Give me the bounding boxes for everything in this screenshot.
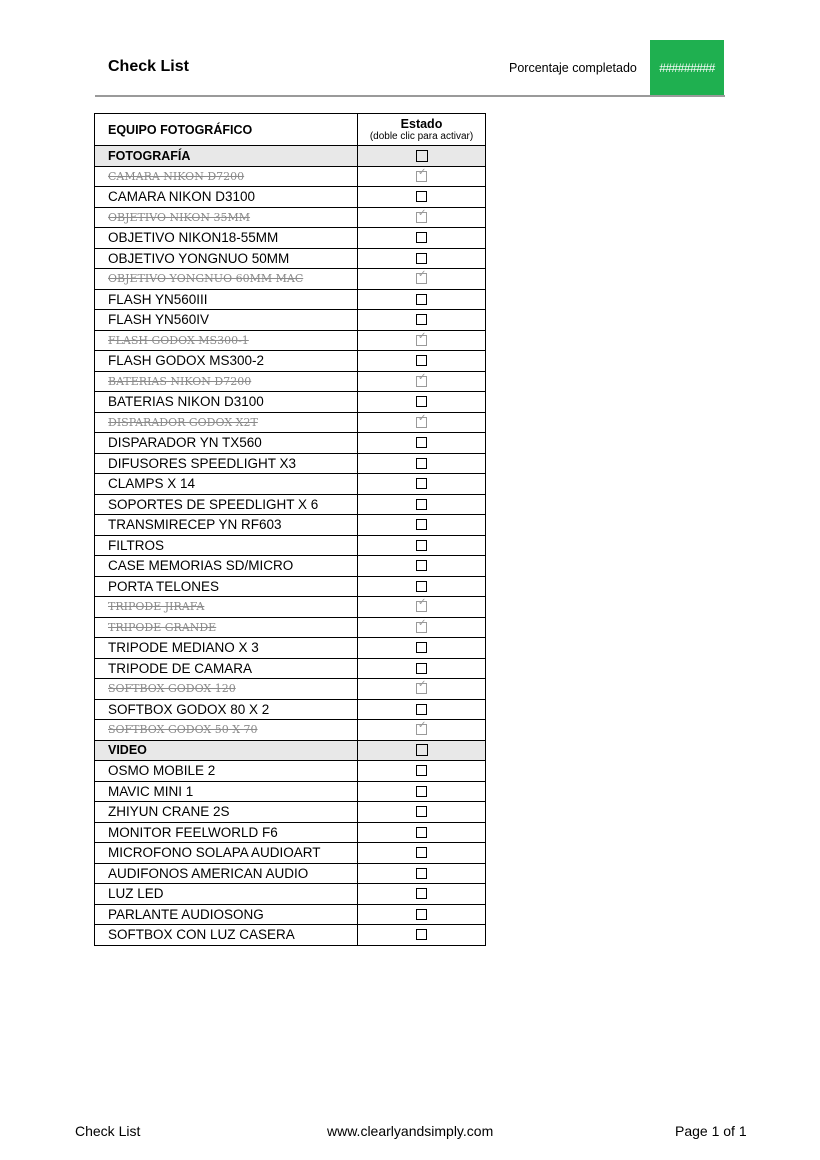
- status-cell: [358, 371, 486, 392]
- table-row: [95, 351, 486, 372]
- status-cell: [358, 699, 486, 720]
- percent-label: Porcentaje completado: [509, 61, 637, 75]
- checked-checkbox[interactable]: [416, 273, 427, 284]
- table-row: [95, 269, 486, 290]
- table-header-row: [95, 114, 486, 146]
- table-row: [95, 699, 486, 720]
- unchecked-checkbox[interactable]: [416, 560, 427, 571]
- status-cell: [358, 330, 486, 351]
- status-cell: [358, 658, 486, 679]
- status-cell: [358, 515, 486, 536]
- status-cell: [358, 207, 486, 228]
- table-row: [95, 535, 486, 556]
- status-cell: [358, 904, 486, 925]
- item-label: DISPARADOR GODOX X2T: [95, 412, 358, 433]
- table-row: [95, 904, 486, 925]
- status-cell: [358, 310, 486, 331]
- unchecked-checkbox[interactable]: [416, 150, 428, 162]
- section-label: VIDEO: [95, 740, 358, 761]
- unchecked-checkbox[interactable]: [416, 868, 427, 879]
- item-label: DIFUSORES SPEEDLIGHT X3: [95, 453, 358, 474]
- item-label: FLASH YN560IV: [95, 310, 358, 331]
- table-row: [95, 412, 486, 433]
- footer-website: www.clearlyandsimply.com: [327, 1123, 494, 1139]
- unchecked-checkbox[interactable]: [416, 540, 427, 551]
- item-label: FLASH GODOX MS300-1: [95, 330, 358, 351]
- status-cell: [358, 863, 486, 884]
- unchecked-checkbox[interactable]: [416, 355, 427, 366]
- unchecked-checkbox[interactable]: [416, 478, 427, 489]
- status-cell: [358, 535, 486, 556]
- table-row: [95, 679, 486, 700]
- table-row: [95, 617, 486, 638]
- unchecked-checkbox[interactable]: [416, 499, 427, 510]
- item-label: FLASH GODOX MS300-2: [95, 351, 358, 372]
- item-label: SOFTBOX CON LUZ CASERA: [95, 925, 358, 946]
- unchecked-checkbox[interactable]: [416, 294, 427, 305]
- table-row: [95, 494, 486, 515]
- item-label: CLAMPS X 14: [95, 474, 358, 495]
- table-row: [95, 925, 486, 946]
- item-label: DISPARADOR YN TX560: [95, 433, 358, 454]
- table-row: [95, 187, 486, 208]
- status-cell: [358, 822, 486, 843]
- table-row: [95, 330, 486, 351]
- status-cell: [358, 925, 486, 946]
- table-row: [95, 638, 486, 659]
- status-cell: [358, 761, 486, 782]
- checked-checkbox[interactable]: [416, 683, 427, 694]
- status-cell: [358, 433, 486, 454]
- unchecked-checkbox[interactable]: [416, 847, 427, 858]
- unchecked-checkbox[interactable]: [416, 581, 427, 592]
- checked-checkbox[interactable]: [416, 335, 427, 346]
- status-cell: [358, 638, 486, 659]
- table-row: [95, 597, 486, 618]
- item-label: OBJETIVO NIKON 35MM: [95, 207, 358, 228]
- status-cell: [358, 597, 486, 618]
- table-row: [95, 822, 486, 843]
- unchecked-checkbox[interactable]: [416, 744, 428, 756]
- checked-checkbox[interactable]: [416, 601, 427, 612]
- item-label: BATERIAS NIKON D3100: [95, 392, 358, 413]
- unchecked-checkbox[interactable]: [416, 765, 427, 776]
- item-label: SOFTBOX GODOX 80 X 2: [95, 699, 358, 720]
- table-row: [95, 843, 486, 864]
- unchecked-checkbox[interactable]: [416, 929, 427, 940]
- unchecked-checkbox[interactable]: [416, 786, 427, 797]
- status-cell: [358, 474, 486, 495]
- status-cell: [358, 576, 486, 597]
- column-header-status: [358, 114, 486, 146]
- unchecked-checkbox[interactable]: [416, 806, 427, 817]
- item-label: MICROFONO SOLAPA AUDIOART: [95, 843, 358, 864]
- checklist-table: [94, 113, 486, 946]
- table-row: [95, 207, 486, 228]
- table-row: [95, 289, 486, 310]
- unchecked-checkbox[interactable]: [416, 663, 427, 674]
- item-label: ZHIYUN CRANE 2S: [95, 802, 358, 823]
- unchecked-checkbox[interactable]: [416, 827, 427, 838]
- item-label: TRIPODE GRANDE: [95, 617, 358, 638]
- item-label: TRIPODE MEDIANO X 3: [95, 638, 358, 659]
- status-cell: [358, 802, 486, 823]
- checked-checkbox[interactable]: [416, 171, 427, 182]
- table-row: [95, 453, 486, 474]
- table-row: [95, 228, 486, 249]
- status-cell: [358, 679, 486, 700]
- item-label: TRIPODE JIRAFA: [95, 597, 358, 618]
- item-label: AUDIFONOS AMERICAN AUDIO: [95, 863, 358, 884]
- table-row: [95, 802, 486, 823]
- status-cell: [358, 228, 486, 249]
- status-cell: [358, 453, 486, 474]
- item-label: PARLANTE AUDIOSONG: [95, 904, 358, 925]
- table-row: [95, 310, 486, 331]
- checked-checkbox[interactable]: [416, 417, 427, 428]
- status-cell: [358, 392, 486, 413]
- item-label: TRANSMIRECEP YN RF603: [95, 515, 358, 536]
- section-row: [95, 146, 486, 167]
- status-cell: [358, 884, 486, 905]
- table-row: [95, 474, 486, 495]
- page-title: Check List: [108, 58, 189, 75]
- table-row: [95, 556, 486, 577]
- column-header-equipment: EQUIPO FOTOGRÁFICO: [95, 114, 358, 146]
- table-row: [95, 166, 486, 187]
- percent-value-box: #########: [650, 40, 724, 95]
- checked-checkbox[interactable]: [416, 376, 427, 387]
- section-row: [95, 740, 486, 761]
- item-label: OSMO MOBILE 2: [95, 761, 358, 782]
- status-cell: [358, 187, 486, 208]
- table-row: [95, 863, 486, 884]
- unchecked-checkbox[interactable]: [416, 437, 427, 448]
- unchecked-checkbox[interactable]: [416, 458, 427, 469]
- item-label: CAMARA NIKON D3100: [95, 187, 358, 208]
- item-label: SOFTBOX GODOX 120: [95, 679, 358, 700]
- item-label: LUZ LED: [95, 884, 358, 905]
- footer-page-number: Page 1 of 1: [675, 1123, 747, 1139]
- table-row: [95, 884, 486, 905]
- table-row: [95, 248, 486, 269]
- status-cell: [358, 166, 486, 187]
- item-label: OBJETIVO NIKON18-55MM: [95, 228, 358, 249]
- item-label: SOPORTES DE SPEEDLIGHT X 6: [95, 494, 358, 515]
- item-label: BATERIAS NIKON D7200: [95, 371, 358, 392]
- unchecked-checkbox[interactable]: [416, 642, 427, 653]
- item-label: TRIPODE DE CAMARA: [95, 658, 358, 679]
- item-label: FILTROS: [95, 535, 358, 556]
- table-row: [95, 371, 486, 392]
- status-cell: [358, 556, 486, 577]
- unchecked-checkbox[interactable]: [416, 396, 427, 407]
- unchecked-checkbox[interactable]: [416, 704, 427, 715]
- header-divider: [95, 95, 725, 97]
- item-label: OBJETIVO YONGNUO 60MM MAC: [95, 269, 358, 290]
- item-label: PORTA TELONES: [95, 576, 358, 597]
- section-label: FOTOGRAFÍA: [95, 146, 358, 167]
- status-cell: [358, 269, 486, 290]
- checked-checkbox[interactable]: [416, 622, 427, 633]
- unchecked-checkbox[interactable]: [416, 909, 427, 920]
- table-row: [95, 761, 486, 782]
- unchecked-checkbox[interactable]: [416, 519, 427, 530]
- unchecked-checkbox[interactable]: [416, 232, 427, 243]
- item-label: MAVIC MINI 1: [95, 781, 358, 802]
- unchecked-checkbox[interactable]: [416, 253, 427, 264]
- table-row: [95, 576, 486, 597]
- status-cell: [358, 843, 486, 864]
- item-label: FLASH YN560III: [95, 289, 358, 310]
- table-row: [95, 658, 486, 679]
- status-cell: [358, 781, 486, 802]
- footer-left: Check List: [75, 1123, 141, 1139]
- table-row: [95, 781, 486, 802]
- item-label: MONITOR FEELWORLD F6: [95, 822, 358, 843]
- status-cell: [358, 412, 486, 433]
- checked-checkbox[interactable]: [416, 212, 427, 223]
- status-cell: [358, 289, 486, 310]
- table-row: [95, 515, 486, 536]
- status-header-label: Estado: [400, 116, 443, 131]
- status-cell: [358, 351, 486, 372]
- unchecked-checkbox[interactable]: [416, 191, 427, 202]
- checklist-body: [95, 146, 486, 946]
- status-cell: [358, 740, 486, 761]
- item-label: CASE MEMORIAS SD/MICRO: [95, 556, 358, 577]
- table-row: [95, 433, 486, 454]
- status-header-hint: (doble clic para activar): [369, 130, 474, 142]
- unchecked-checkbox[interactable]: [416, 888, 427, 899]
- status-cell: [358, 146, 486, 167]
- item-label: OBJETIVO YONGNUO 50MM: [95, 248, 358, 269]
- unchecked-checkbox[interactable]: [416, 314, 427, 325]
- table-row: [95, 392, 486, 413]
- status-cell: [358, 720, 486, 741]
- table-row: [95, 720, 486, 741]
- item-label: CAMARA NIKON D7200: [95, 166, 358, 187]
- status-cell: [358, 617, 486, 638]
- status-cell: [358, 494, 486, 515]
- checked-checkbox[interactable]: [416, 724, 427, 735]
- status-cell: [358, 248, 486, 269]
- item-label: SOFTBOX GODOX 50 X 70: [95, 720, 358, 741]
